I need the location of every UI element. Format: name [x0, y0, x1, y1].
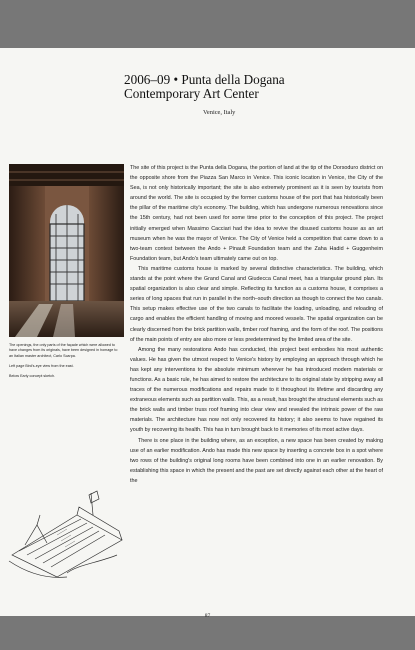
caption-openings: The openings, the only parts of the façade which were allowed to have changes from its originals, have been designed in homage to an Italian master architect, Carlo Scarpa. — [9, 343, 118, 358]
body-paragraph: There is one place in the building where, as an exception, a new space has been created by making use of an earlier modification. Ando has made this new space by inserting a concrete box in a spot where two rows of the building's original long rooms have been combined into one in an earlier renovation. By establishing this space in which the present and the past are set directly against each other at the heart of the — [130, 437, 383, 484]
arched-window-interior-photo — [9, 164, 124, 337]
photo-illustration — [9, 164, 124, 337]
body-paragraph: The site of this project is the Punta della Dogana, the portion of land at the tip of the Dorsoduro district on the opposite shore from the Piazza San Marco in Venice. This iconic location in Venice, the City of the Sea, is not only historically important; the site is also extremely prominent as it is seen by tourists from around the world. The site is occupied by the former customs house of the port that has historically been the pillar of the maritime city's economy. The building, which has undergone numerous renovations since the 15th century, had not been used for some time prior to the conception of this project. The project initially emerged when Massimo Cacciari had the idea to revive the disused customs house as an art museum when he was the mayor of Venice. The City of Venice held a competition that came down to a two-team contest between the Ando + Pinault Foundation team and the Zaha Hadid + Guggenheim Foundation team, but Ando's team ultimately came out on top. — [130, 165, 383, 262]
project-location: Venice, Italy — [203, 109, 236, 116]
project-heading — [124, 73, 394, 116]
caption-below: Below Early concept sketch. — [9, 373, 56, 378]
body-paragraph: This maritime customs house is marked by several distinctive characteristics. The building, which stands at the point where the Grand Canal and Giudecca Canal meet, has a triangular ground plan. Its spatial organization is also clear and simple. Reflecting its function as a customs house, it comprises a series of long spaces that run in parallel in the north–south direction as though to connect the two canals. This setup makes effective use of the two canals to facilitate the loading, unloading, and reloading of cargo and enables the efficient handling of moving and moored vessels. The spatial organization can be clearly discerned from the brick partition walls, timber roof framing, and the form of the roof. The positions of the main points of entry are also more or less predetermined by the limited area of the site. — [130, 265, 383, 343]
sketch-illustration — [7, 485, 127, 580]
concept-sketch — [7, 485, 127, 580]
body-paragraph: Among the many restorations Ando has conducted, this project best embodies his most authentic values. He has given the utmost respect to Venice's history by employing an approach through which he has kept any interventions to the absolute minimum wherever he has introduced modern materials or functions. As a basic rule, he has aimed to restore the architecture to its original state by stripping away all traces of the numerous modifications and repairs made to it throughout its lifetime and discarding any extraneous elements such as partition walls. This, as a result, has brought the structural elements such as the brick walls and timber truss roof framing into clear view and revealed the intrinsic power of the raw materials. The architecture has now not only recovered its history; it also seems to have regained its youth by recovering its health. This has in turn brought back to it memories of its most active days. — [130, 346, 383, 434]
page-number: 87 — [204, 613, 211, 619]
body-text — [130, 163, 383, 486]
photo-captions — [9, 343, 121, 384]
project-title-line1: 2006–09 • Punta della Dogana — [124, 72, 285, 87]
caption-left-page: Left page Bird's-eye view from the east. — [9, 363, 74, 368]
project-title-line2: Contemporary Art Center — [124, 86, 259, 101]
